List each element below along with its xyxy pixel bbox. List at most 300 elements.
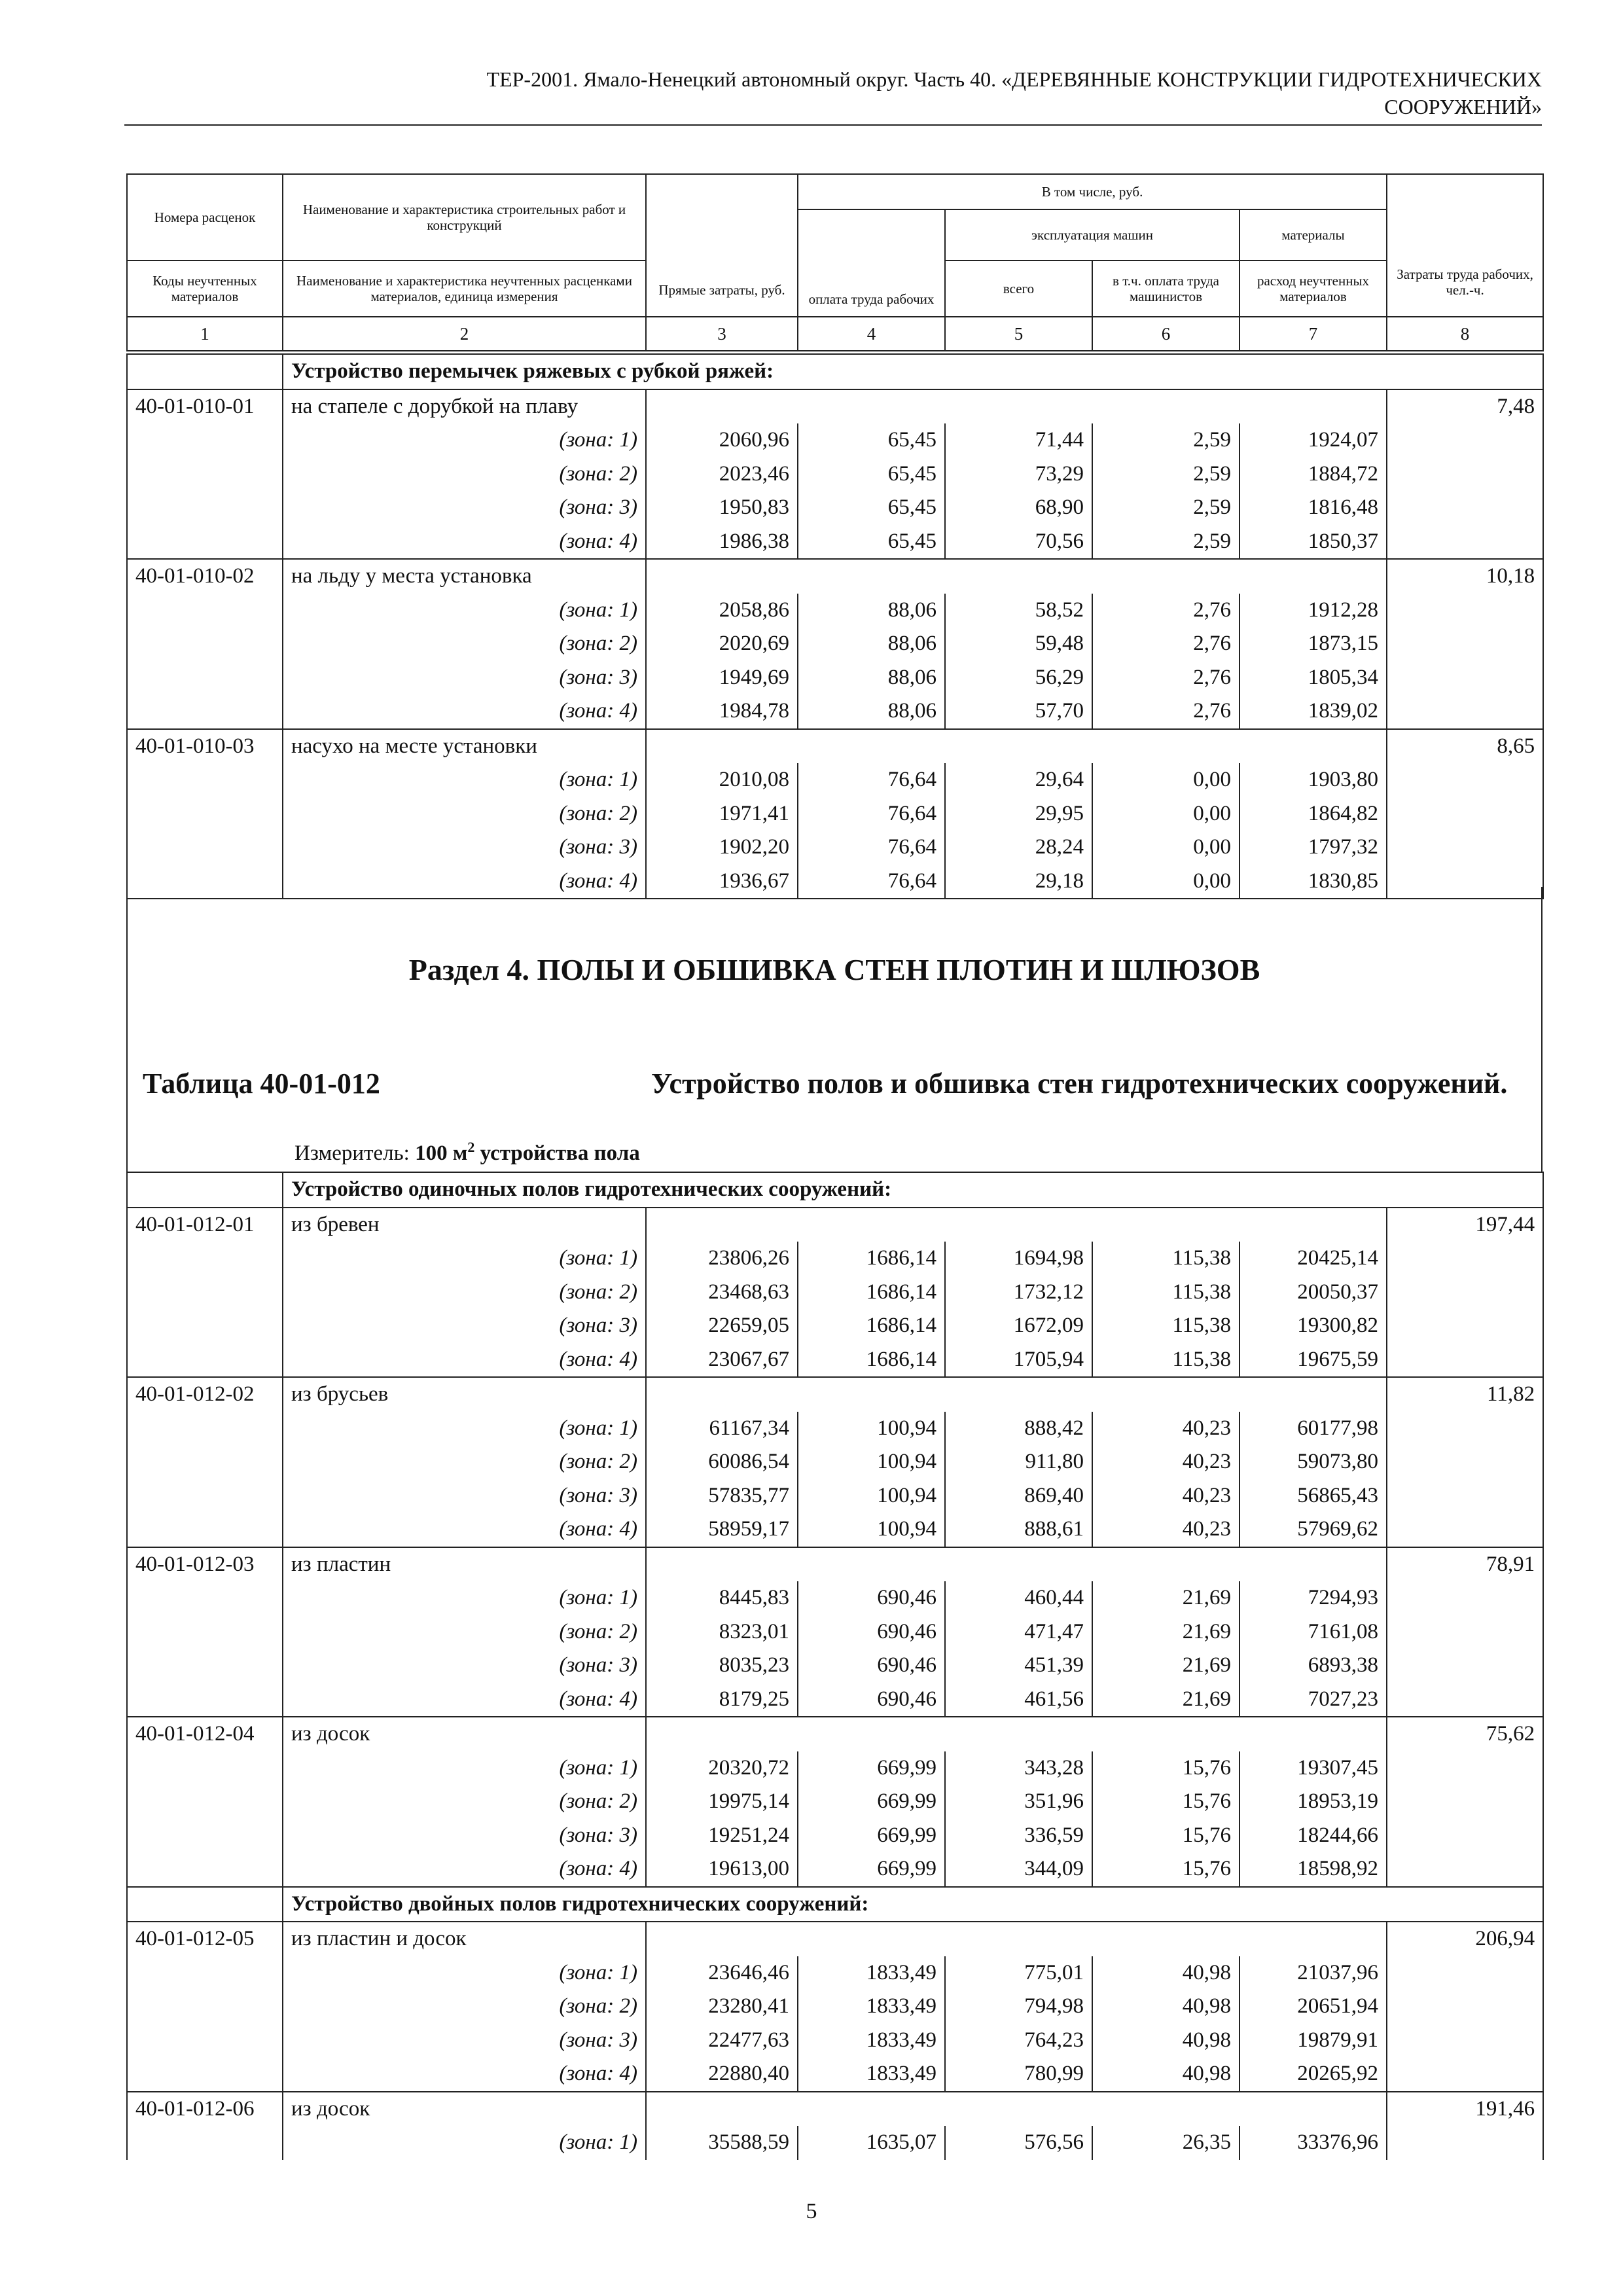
zone-row [127, 627, 1543, 661]
zone-label: (зона: 4) [283, 1683, 646, 1717]
zone-label: (зона: 3) [283, 1309, 646, 1343]
labor-empty [1387, 594, 1543, 628]
machine-total: 56,29 [945, 661, 1092, 695]
machinist-pay: 40,98 [1092, 1990, 1240, 2024]
materials-cost: 19879,91 [1240, 2024, 1387, 2058]
machinist-pay: 40,23 [1092, 1412, 1240, 1446]
materials-cost: 6893,38 [1240, 1649, 1387, 1683]
empty-cell [646, 2092, 798, 2126]
worker-pay: 65,45 [798, 423, 945, 457]
labor-empty [1387, 1412, 1543, 1446]
empty-cell [945, 2092, 1092, 2126]
labor-empty [1387, 1990, 1543, 2024]
zone-code-cell [127, 1242, 283, 1276]
rate-row [127, 389, 1543, 424]
rate-code: 40-01-012-03 [127, 1547, 283, 1582]
direct-cost: 19251,24 [646, 1819, 798, 1853]
zone-code-cell [127, 594, 283, 628]
direct-cost: 23468,63 [646, 1276, 798, 1310]
materials-cost: 1830,85 [1240, 865, 1387, 899]
machinist-pay: 0,00 [1092, 797, 1240, 831]
zone-label: (зона: 2) [283, 1990, 646, 2024]
direct-cost: 60086,54 [646, 1445, 798, 1479]
worker-pay: 100,94 [798, 1445, 945, 1479]
labor-empty [1387, 1242, 1543, 1276]
empty-cell [646, 1922, 798, 1956]
machinist-pay: 115,38 [1092, 1343, 1240, 1378]
empty-cell [646, 559, 798, 594]
worker-pay: 76,64 [798, 797, 945, 831]
machine-total: 794,98 [945, 1990, 1092, 2024]
empty-cell [798, 729, 945, 764]
part2-subtitle-double [127, 1887, 1543, 1922]
machine-total: 70,56 [945, 525, 1092, 560]
zone-row [127, 457, 1543, 492]
machinist-pay: 40,23 [1092, 1513, 1240, 1547]
rate-code: 40-01-010-01 [127, 389, 283, 424]
empty-cell [798, 2092, 945, 2126]
labor-empty [1387, 661, 1543, 695]
empty-cell [1240, 1717, 1387, 1751]
col-number-4: 4 [798, 317, 945, 351]
machine-total: 775,01 [945, 1956, 1092, 1990]
col-number-6: 6 [1092, 317, 1240, 351]
subtitle-text: Устройство перемычек ряжевых с рубкой ряжей: [283, 354, 1543, 389]
empty-cell [1092, 1717, 1240, 1751]
machine-total: 461,56 [945, 1683, 1092, 1717]
direct-cost: 1986,38 [646, 525, 798, 560]
machinist-pay: 115,38 [1092, 1276, 1240, 1310]
zone-row [127, 423, 1543, 457]
direct-cost: 22477,63 [646, 2024, 798, 2058]
machinist-pay: 21,69 [1092, 1683, 1240, 1717]
zone-row [127, 1852, 1543, 1887]
zone-code-cell [127, 1683, 283, 1717]
zone-row [127, 525, 1543, 560]
zone-row [127, 1819, 1543, 1853]
machine-total: 343,28 [945, 1751, 1092, 1785]
page-header-line-2: СООРУЖЕНИЙ» [1384, 95, 1542, 118]
empty-cell [1240, 1208, 1387, 1242]
zone-row [127, 1242, 1543, 1276]
zone-row [127, 1683, 1543, 1717]
rate-name: из пластин [283, 1547, 646, 1582]
direct-cost: 1971,41 [646, 797, 798, 831]
zone-code-cell [127, 2024, 283, 2058]
zone-label: (зона: 1) [283, 1581, 646, 1615]
direct-cost: 23646,46 [646, 1956, 798, 1990]
direct-cost: 8179,25 [646, 1683, 798, 1717]
zone-row [127, 763, 1543, 797]
labor-empty [1387, 1309, 1543, 1343]
worker-pay: 669,99 [798, 1751, 945, 1785]
empty-cell [798, 559, 945, 594]
machinist-pay: 15,76 [1092, 1785, 1240, 1819]
direct-cost: 20320,72 [646, 1751, 798, 1785]
rates-table-part1 [126, 353, 1544, 899]
zone-label: (зона: 1) [283, 1956, 646, 1990]
machinist-pay: 2,76 [1092, 694, 1240, 729]
zone-code-cell [127, 1819, 283, 1853]
rate-row [127, 1547, 1543, 1582]
machinist-pay: 15,76 [1092, 1852, 1240, 1887]
zone-row [127, 2057, 1543, 2092]
subtitle-text: Устройство одиночных полов гидротехнических сооружений: [283, 1172, 1543, 1208]
worker-pay: 76,64 [798, 763, 945, 797]
empty-cell [1240, 1547, 1387, 1582]
zone-code-cell [127, 1649, 283, 1683]
machine-total: 59,48 [945, 627, 1092, 661]
section-title: Раздел 4. ПОЛЫ И ОБШИВКА СТЕН ПЛОТИН И ШЛЮЗОВ [408, 953, 1260, 986]
labor-empty [1387, 491, 1543, 525]
labor-empty [1387, 1649, 1543, 1683]
worker-pay: 1833,49 [798, 1990, 945, 2024]
col-number-5: 5 [945, 317, 1092, 351]
labor-empty [1387, 1479, 1543, 1513]
labor-cost: 78,91 [1387, 1547, 1543, 1582]
zone-code-cell [127, 661, 283, 695]
materials-cost: 1797,32 [1240, 831, 1387, 865]
empty-cell [1092, 1208, 1240, 1242]
materials-cost: 20265,92 [1240, 2057, 1387, 2092]
worker-pay: 690,46 [798, 1683, 945, 1717]
empty-cell [1092, 1922, 1240, 1956]
zone-row [127, 2126, 1543, 2160]
materials-cost: 33376,96 [1240, 2126, 1387, 2160]
col1-header-top: Номера расценок [127, 174, 283, 260]
section-frame [126, 887, 1543, 1173]
empty-cell [646, 1717, 798, 1751]
empty-cell [945, 729, 1092, 764]
labor-empty [1387, 1276, 1543, 1310]
labor-cost: 7,48 [1387, 389, 1543, 424]
empty-cell [945, 1547, 1092, 1582]
machinist-pay: 40,23 [1092, 1479, 1240, 1513]
direct-cost: 8323,01 [646, 1615, 798, 1649]
worker-pay: 88,06 [798, 594, 945, 628]
materials-cost: 7161,08 [1240, 1615, 1387, 1649]
empty-cell [945, 1208, 1092, 1242]
col2-header-bottom: Наименование и характеристика неучтенных расценками материалов, единица измерения [283, 260, 646, 317]
materials-cost: 57969,62 [1240, 1513, 1387, 1547]
empty-cell [1240, 389, 1387, 424]
subtitle-code-cell [127, 354, 283, 389]
machinist-pay: 40,98 [1092, 2057, 1240, 2092]
machine-total: 1732,12 [945, 1276, 1092, 1310]
zone-code-cell [127, 1615, 283, 1649]
zone-label: (зона: 3) [283, 661, 646, 695]
machine-total: 58,52 [945, 594, 1092, 628]
empty-cell [1092, 2092, 1240, 2126]
zone-code-cell [127, 1751, 283, 1785]
empty-cell [945, 1717, 1092, 1751]
empty-cell [646, 1377, 798, 1412]
machinist-pay: 115,38 [1092, 1242, 1240, 1276]
worker-pay: 100,94 [798, 1513, 945, 1547]
col-number-2: 2 [283, 317, 646, 351]
col-number-1: 1 [127, 317, 283, 351]
machinist-pay: 40,98 [1092, 1956, 1240, 1990]
materials-cost: 1816,48 [1240, 491, 1387, 525]
labor-empty [1387, 1581, 1543, 1615]
empty-cell [798, 1377, 945, 1412]
direct-cost: 2060,96 [646, 423, 798, 457]
machinist-pay: 2,59 [1092, 525, 1240, 560]
labor-empty [1387, 627, 1543, 661]
zone-row [127, 1445, 1543, 1479]
zone-row [127, 1513, 1543, 1547]
col8-header: Затраты труда рабочих, чел.-ч. [1387, 174, 1543, 317]
worker-pay: 669,99 [798, 1785, 945, 1819]
zone-label: (зона: 4) [283, 525, 646, 560]
empty-cell [798, 1717, 945, 1751]
rate-name: насухо на месте установки [283, 729, 646, 764]
rate-name: на льду у места установка [283, 559, 646, 594]
labor-empty [1387, 1852, 1543, 1887]
worker-pay: 65,45 [798, 457, 945, 492]
materials-cost: 1884,72 [1240, 457, 1387, 492]
labor-empty [1387, 1615, 1543, 1649]
labor-empty [1387, 2057, 1543, 2092]
zone-label: (зона: 3) [283, 1819, 646, 1853]
labor-empty [1387, 2126, 1543, 2160]
zone-label: (зона: 2) [283, 1445, 646, 1479]
page-header [124, 65, 1542, 120]
zone-code-cell [127, 491, 283, 525]
labor-empty [1387, 1343, 1543, 1378]
materials-cost: 1839,02 [1240, 694, 1387, 729]
zone-code-cell [127, 1785, 283, 1819]
zone-code-cell [127, 627, 283, 661]
machinist-pay: 2,76 [1092, 594, 1240, 628]
direct-cost: 2010,08 [646, 763, 798, 797]
zone-row [127, 694, 1543, 729]
zone-code-cell [127, 694, 283, 729]
part2-subtitle-single [127, 1172, 1543, 1208]
included-header: В том числе, руб. [798, 174, 1387, 209]
machinist-pay: 0,00 [1092, 865, 1240, 899]
rate-name: из досок [283, 1717, 646, 1751]
machinist-pay: 115,38 [1092, 1309, 1240, 1343]
materials-cost: 1912,28 [1240, 594, 1387, 628]
zone-row [127, 1412, 1543, 1446]
worker-pay: 88,06 [798, 694, 945, 729]
materials-cost: 19300,82 [1240, 1309, 1387, 1343]
machine-total: 68,90 [945, 491, 1092, 525]
zone-row [127, 1309, 1543, 1343]
rate-code: 40-01-012-05 [127, 1922, 283, 1956]
rate-row [127, 1717, 1543, 1751]
zone-label: (зона: 1) [283, 1242, 646, 1276]
worker-pay: 1635,07 [798, 2126, 945, 2160]
worker-pay: 65,45 [798, 491, 945, 525]
direct-cost: 8035,23 [646, 1649, 798, 1683]
col4-header: оплата труда рабочих [798, 209, 945, 317]
zone-code-cell [127, 797, 283, 831]
materials-cost: 18953,19 [1240, 1785, 1387, 1819]
zone-label: (зона: 3) [283, 1479, 646, 1513]
empty-cell [1092, 389, 1240, 424]
zone-label: (зона: 1) [283, 2126, 646, 2160]
col6-header: в т.ч. оплата труда машинистов [1092, 260, 1240, 317]
zone-code-cell [127, 1990, 283, 2024]
zone-code-cell [127, 1479, 283, 1513]
direct-cost: 58959,17 [646, 1513, 798, 1547]
machine-total: 780,99 [945, 2057, 1092, 2092]
rate-code: 40-01-010-03 [127, 729, 283, 764]
rate-row [127, 2092, 1543, 2126]
labor-empty [1387, 831, 1543, 865]
col5-header: всего [945, 260, 1092, 317]
empty-cell [1240, 1377, 1387, 1412]
zone-row [127, 1751, 1543, 1785]
machine-total: 451,39 [945, 1649, 1092, 1683]
worker-pay: 100,94 [798, 1412, 945, 1446]
zone-label: (зона: 1) [283, 594, 646, 628]
zone-label: (зона: 3) [283, 2024, 646, 2058]
worker-pay: 100,94 [798, 1479, 945, 1513]
zone-row [127, 2024, 1543, 2058]
zone-code-cell [127, 1956, 283, 1990]
worker-pay: 669,99 [798, 1819, 945, 1853]
rate-code: 40-01-012-02 [127, 1377, 283, 1412]
machine-total: 1705,94 [945, 1343, 1092, 1378]
table-label: Таблица 40-01-012 [143, 1067, 380, 1100]
empty-cell [1240, 729, 1387, 764]
zone-code-cell [127, 525, 283, 560]
table-title: Устройство полов и обшивка стен гидротехнических сооружений. [651, 1067, 1508, 1100]
materials-cost: 19307,45 [1240, 1751, 1387, 1785]
materials-cost: 20425,14 [1240, 1242, 1387, 1276]
zone-code-cell [127, 2126, 283, 2160]
zone-label: (зона: 4) [283, 694, 646, 729]
measure-prefix: Измеритель: [294, 1141, 410, 1165]
labor-empty [1387, 423, 1543, 457]
zone-code-cell [127, 1445, 283, 1479]
empty-cell [945, 1377, 1092, 1412]
zone-row [127, 1343, 1543, 1378]
labor-empty [1387, 457, 1543, 492]
empty-cell [1092, 1377, 1240, 1412]
zone-row [127, 831, 1543, 865]
direct-cost: 1936,67 [646, 865, 798, 899]
col-number-7: 7 [1240, 317, 1387, 351]
worker-pay: 1686,14 [798, 1343, 945, 1378]
zone-code-cell [127, 1343, 283, 1378]
labor-cost: 8,65 [1387, 729, 1543, 764]
zone-label: (зона: 3) [283, 1649, 646, 1683]
measure-sup: 2 [467, 1139, 475, 1155]
zone-code-cell [127, 423, 283, 457]
machine-total: 869,40 [945, 1479, 1092, 1513]
machinist-pay: 2,59 [1092, 423, 1240, 457]
rate-name: из брусьев [283, 1377, 646, 1412]
subtitle-text: Устройство двойных полов гидротехнических сооружений: [283, 1887, 1543, 1922]
zone-code-cell [127, 457, 283, 492]
zone-code-cell [127, 1852, 283, 1887]
materials-cost: 20651,94 [1240, 1990, 1387, 2024]
machine-total: 29,18 [945, 865, 1092, 899]
zone-label: (зона: 1) [283, 763, 646, 797]
machine-total: 576,56 [945, 2126, 1092, 2160]
machinist-pay: 0,00 [1092, 831, 1240, 865]
worker-pay: 1833,49 [798, 2057, 945, 2092]
direct-cost: 2023,46 [646, 457, 798, 492]
worker-pay: 690,46 [798, 1581, 945, 1615]
zone-row [127, 1990, 1543, 2024]
zone-label: (зона: 1) [283, 423, 646, 457]
zone-row [127, 1581, 1543, 1615]
worker-pay: 690,46 [798, 1649, 945, 1683]
direct-cost: 57835,77 [646, 1479, 798, 1513]
labor-empty [1387, 2024, 1543, 2058]
machine-total: 888,42 [945, 1412, 1092, 1446]
materials-header: материалы [1240, 209, 1387, 260]
labor-cost: 75,62 [1387, 1717, 1543, 1751]
materials-cost: 1924,07 [1240, 423, 1387, 457]
zone-row [127, 797, 1543, 831]
machinist-pay: 21,69 [1092, 1581, 1240, 1615]
machinist-pay: 21,69 [1092, 1649, 1240, 1683]
labor-cost: 11,82 [1387, 1377, 1543, 1412]
machine-total: 460,44 [945, 1581, 1092, 1615]
materials-cost: 20050,37 [1240, 1276, 1387, 1310]
machine-total: 73,29 [945, 457, 1092, 492]
machinist-pay: 0,00 [1092, 763, 1240, 797]
col2-header-top: Наименование и характеристика строительных работ и конструкций [283, 174, 646, 260]
worker-pay: 65,45 [798, 525, 945, 560]
zone-row [127, 1276, 1543, 1310]
direct-cost: 22880,40 [646, 2057, 798, 2092]
header-divider [124, 124, 1542, 126]
direct-cost: 8445,83 [646, 1581, 798, 1615]
zone-code-cell [127, 2057, 283, 2092]
materials-cost: 1850,37 [1240, 525, 1387, 560]
worker-pay: 690,46 [798, 1615, 945, 1649]
labor-empty [1387, 1751, 1543, 1785]
zone-code-cell [127, 1276, 283, 1310]
zone-label: (зона: 2) [283, 1785, 646, 1819]
zone-label: (зона: 2) [283, 1615, 646, 1649]
machine-total: 888,61 [945, 1513, 1092, 1547]
rate-code: 40-01-010-02 [127, 559, 283, 594]
labor-empty [1387, 1785, 1543, 1819]
col1-header-bottom: Коды неучтенных материалов [127, 260, 283, 317]
materials-cost: 1805,34 [1240, 661, 1387, 695]
machinist-pay: 2,76 [1092, 661, 1240, 695]
direct-cost: 22659,05 [646, 1309, 798, 1343]
worker-pay: 1833,49 [798, 2024, 945, 2058]
rate-name: на стапеле с дорубкой на плаву [283, 389, 646, 424]
rate-name: из пластин и досок [283, 1922, 646, 1956]
worker-pay: 88,06 [798, 661, 945, 695]
machine-total: 28,24 [945, 831, 1092, 865]
empty-cell [646, 1208, 798, 1242]
zone-code-cell [127, 1309, 283, 1343]
empty-cell [1240, 2092, 1387, 2126]
zone-row [127, 1479, 1543, 1513]
page-header-line-1: ТЕР-2001. Ямало-Ненецкий автономный округ. Часть 40. «ДЕРЕВЯННЫЕ КОНСТРУКЦИИ ГИДРОТЕХНИЧЕСКИХ [486, 67, 1542, 91]
zone-label: (зона: 4) [283, 865, 646, 899]
labor-empty [1387, 694, 1543, 729]
rate-code: 40-01-012-01 [127, 1208, 283, 1242]
direct-cost: 2058,86 [646, 594, 798, 628]
rate-row [127, 1922, 1543, 1956]
zone-row [127, 594, 1543, 628]
labor-empty [1387, 1513, 1543, 1547]
direct-cost: 1984,78 [646, 694, 798, 729]
machine-total: 764,23 [945, 2024, 1092, 2058]
